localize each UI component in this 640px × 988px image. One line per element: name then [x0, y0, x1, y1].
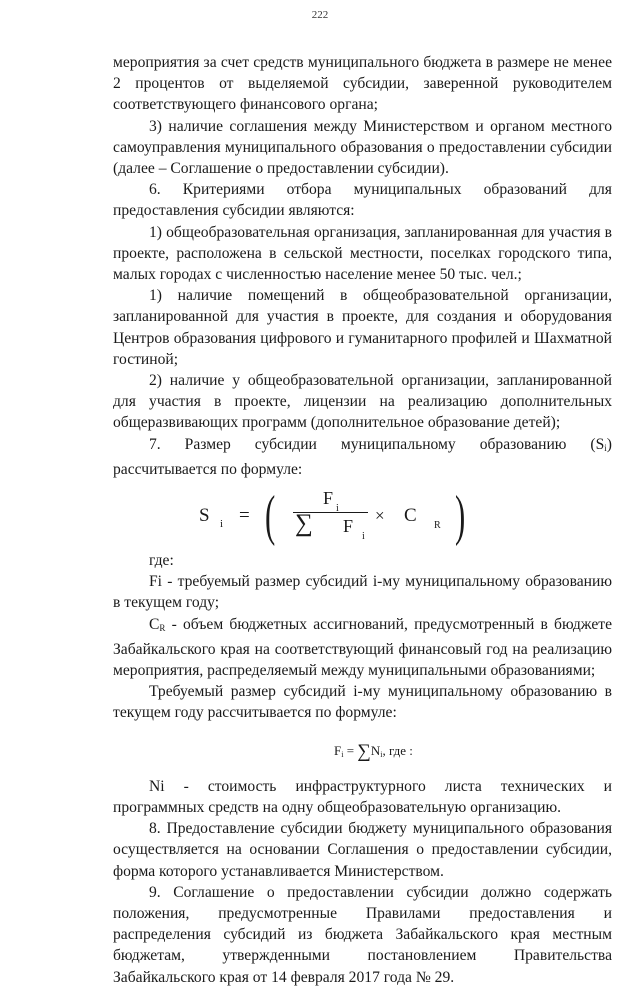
formula-subscript: i — [336, 503, 339, 515]
text-run: - объем бюджетных ассигнований, предусмотренный в бюджете Забайкальского края на соответствующий финансовый год на реализацию мероприятия, распределяемый между муниципальными образованиями; — [113, 615, 612, 680]
formula-times: × — [375, 506, 385, 526]
formula-numerator: F — [323, 488, 334, 509]
formula-subscript: i — [341, 749, 344, 759]
paragraph: мероприятия за счет средств муниципального бюджета в размере не менее 2 процентов от выделяемой субсидии, заверенной руководителем соответствующего финансового органа; — [113, 54, 612, 114]
formula-symbol: N — [370, 742, 381, 758]
paragraph: 8. Предоставление субсидии бюджету муниципального образования осуществляется на основании Соглашения о предоставлении субсидии, форма которого устанавливается Министерством. — [113, 820, 612, 880]
text-run: ) рассчитывается по формуле: — [113, 435, 612, 478]
formula-tail: , где : — [382, 742, 413, 758]
formula-left-paren: ( — [265, 485, 276, 548]
formula-subscript: R — [434, 520, 441, 532]
paragraph: Fi - требуемый размер субсидий i-му муниципальному образованию в текущем году; — [113, 573, 612, 612]
document-body — [113, 52, 612, 988]
paragraph: где: — [149, 552, 174, 570]
text-run: C — [149, 615, 160, 633]
paragraph: Ni - стоимость инфраструктурного листа технических и программных средств на одну общеобразовательную организацию. — [113, 777, 612, 816]
paragraph: 6. Критериями отбора муниципальных образований для предоставления субсидии являются: — [113, 181, 612, 220]
formula-sigma: ∑ — [357, 740, 371, 762]
subsidy-formula — [113, 484, 612, 550]
formula-subscript: i — [362, 531, 365, 543]
paragraph: 1) общеобразовательная организация, запланированная для участия в проекте, расположена в сельской местности, поселках городского типа, малых городах с численностью население менее 50 тыс. чел.; — [113, 223, 612, 284]
paragraph: Требуемый размер субсидий i-му муниципальному образованию в текущем году рассчитывается по формуле: — [113, 683, 612, 722]
formula-right-paren: ) — [455, 485, 466, 548]
paragraph: 9. Соглашение о предоставлении субсидии должно содержать положения, предусмотренные Правилами предоставления и распределения субсидий из бюджета Забайкальского края местным бюджетам, утвержденными постановлением Правительства Забайкальского края от 14 февраля 2017 года № 29. — [113, 883, 612, 986]
formula-sigma: ∑ — [295, 510, 313, 538]
formula-symbol: C — [404, 505, 417, 527]
formula-denominator: F — [343, 516, 354, 537]
formula-subscript: i — [380, 749, 383, 759]
formula-equals: = — [343, 742, 358, 758]
paragraph — [113, 614, 612, 682]
paragraph: 2) наличие у общеобразовательной организации, запланированной для участия в проекте, лицензии на реализацию дополнительных общеразвивающих программ (дополнительное образование детей); — [113, 372, 612, 432]
subscript: i — [604, 442, 607, 453]
page-number: 222 — [311, 9, 329, 21]
formula-subscript: i — [220, 518, 224, 531]
formula-symbol: F — [334, 742, 342, 758]
paragraph — [113, 434, 612, 480]
formula-equals: = — [239, 505, 250, 527]
subscript: R — [159, 622, 166, 633]
required-subsidy-formula — [113, 724, 612, 776]
paragraph: 1) наличие помещений в общеобразовательной организации, запланированной для участия в проекте, для создания и оборудования Центров образования цифрового и гуманитарного профилей и Шахматной гостиной; — [113, 287, 612, 368]
text-run: 7. Размер субсидии муниципальному образованию (S — [149, 435, 605, 453]
paragraph: 3) наличие соглашения между Министерством и органом местного самоуправления муниципального образования о предоставлении субсидии (далее – Соглашение о предоставлении субсидии). — [113, 117, 612, 178]
formula-line — [334, 740, 413, 765]
formula-symbol: S — [199, 505, 210, 527]
